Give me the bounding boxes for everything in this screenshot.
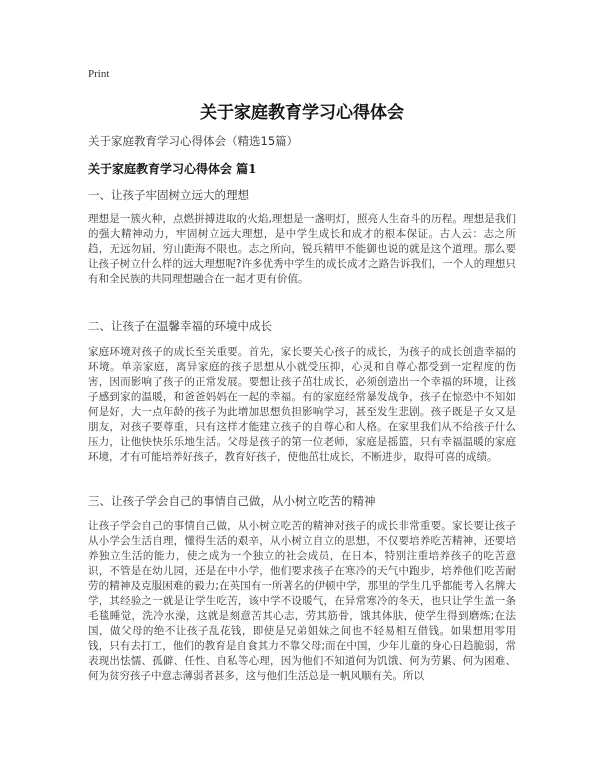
paragraph-1: 理想是一簇火种，点燃拼搏进取的火焰,理想是一盏明灯，照亮人生奋斗的历程。理想是我们的强大精神动力，牢固树立远大理想，是中学生成长和成才的根本保证。古人云：志之所趋，无远勿届，穷山距海不限也。志之所向，锐兵精甲不能御也说的就是这个道理。那么要让孩子树立什么样的远大理想呢?许多优秀中学生的成长成才之路告诉我们，一个人的理想只有和全民族的共同理想融合在一起才更有价值。 [88, 213, 516, 285]
paragraph-2: 家庭环境对孩子的成长至关重要。首先，家长要关心孩子的成长，为孩子的成长创造幸福的环境。单亲家庭，离异家庭的孩子思想从小就受压抑，心灵和自尊心都受到一定程度的伤害，因而影响了孩子的正常发展。要想让孩子茁壮成长，必须创造出一个幸福的环境，让孩子感到家的温暖，和爸爸妈妈在一起的幸福。有的家庭经常暴发战争，孩子在惊恐中不知如何是好，大一点年龄的孩子为此增加思想负担影响学习，甚至发生悲剧。孩子既是子女又是朋友，对孩子要尊重，只有这样才能建立孩子的自尊心和人格。在家里我们从不给孩子什么压力，让他快快乐乐地生活。父母是孩子的第一位老师，家庭是摇篮，只有幸福温暖的家庭环境，才有可能培养好孩子，教育好孩子，使他茁壮成长，不断进步，取得可喜的成绩。 [88, 346, 516, 463]
section-title: 关于家庭教育学习心得体会 篇1 [88, 162, 257, 176]
page-title: 关于家庭教育学习心得体会 [200, 103, 404, 123]
print-link[interactable]: Print [88, 68, 110, 80]
section-heading-1: 一、让孩子牢固树立远大的理想 [88, 188, 249, 202]
section-heading-3: 三、让孩子学会自己的事情自己做，从小树立吃苦的精神 [88, 494, 376, 508]
section-heading-2: 二、让孩子在温馨幸福的环境中成长 [88, 319, 272, 333]
document-subtitle: 关于家庭教育学习心得体会（精选15篇） [88, 134, 299, 148]
paragraph-3: 让孩子学会自己的事情自己做，从小树立吃苦的精神对孩子的成长非常重要。家长要让孩子从小学会生活自理，懂得生活的艰辛，从小树立自立的思想，不仅要培养吃苦精神，还要培养独立生活的能力，使之成为一个独立的社会成员，在日本，特别注重培养孩子的吃苦意识，不管是在幼儿园，还是在中小学，他们要求孩子在寒冷的天气中跑步，培养他们吃苦耐劳的精神及克服困难的毅力;在英国有一所著名的伊顿中学，那里的学生几乎都能考入名牌大学，其经验之一就是让学生吃苦，该中学不设暖气，在异常寒冷的冬天，也只让学生盖一条毛毯睡觉，洗冷水澡，这就是刻意苦其心志，劳其筋骨，饿其体肤，使学生得到磨炼;在法国，做父母的绝不让孩子乱花钱，即使是兄弟姐妹之间也不轻易相互借钱。如果想用零用钱，只有去打工，他们的教育是自食其力不靠父母;而在中国，少年儿童的身心日趋脆弱，常表现出怯懦、孤僻、任性、自私等心理，因为他们不知道何为饥饿、何为劳累、何为困难、何为贫穷孩子中意志薄弱者甚多，这与他们生活总是一帆风顺有关。所以 [88, 520, 516, 682]
